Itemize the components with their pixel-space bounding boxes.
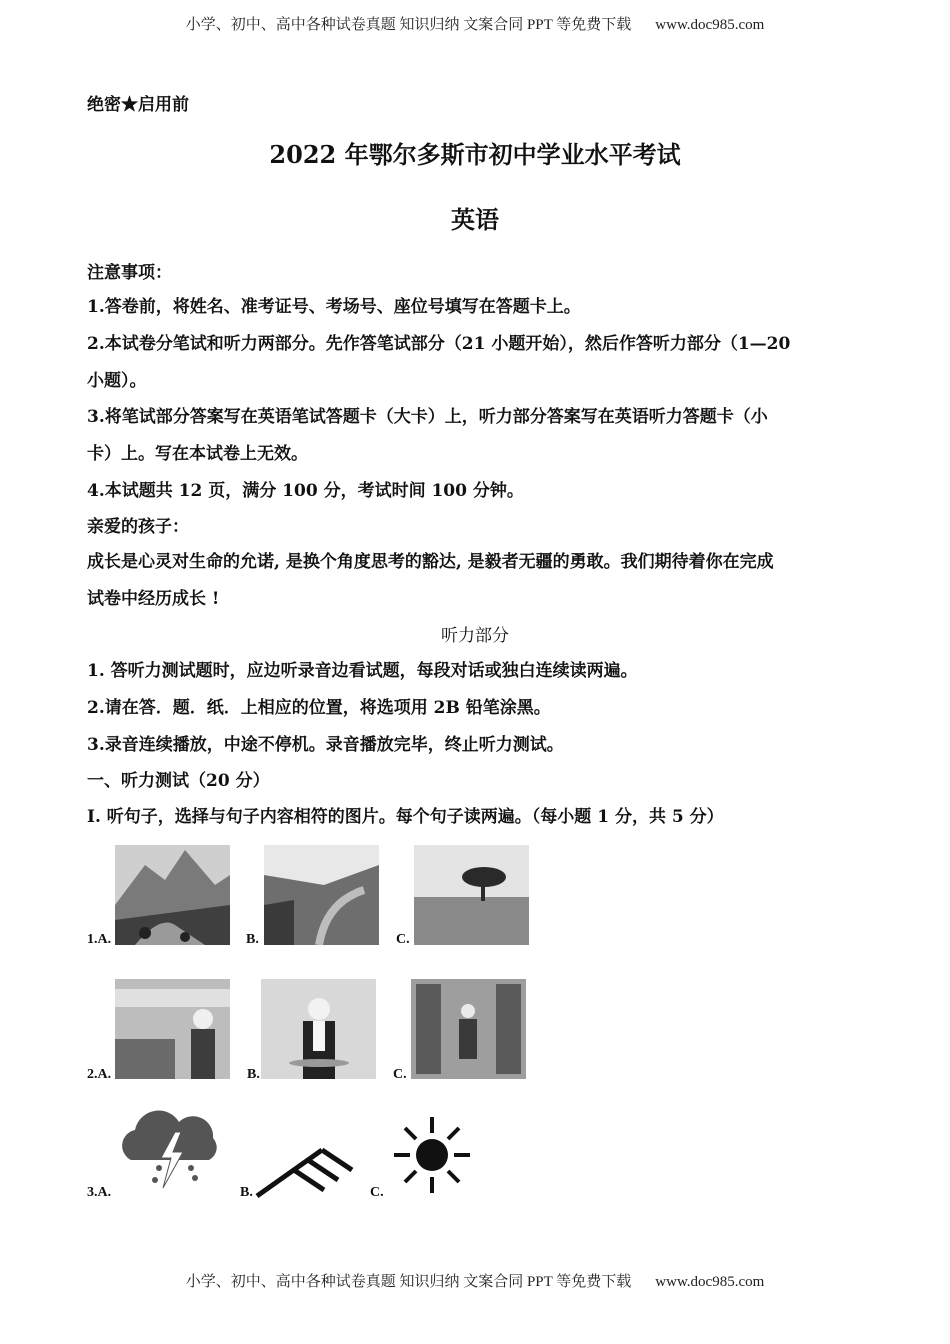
listening-note: 1. 答听力测试题时，应边听录音边看试题，每段对话或独白连续读两遍。 <box>87 661 638 681</box>
waitress-photo-icon <box>261 979 376 1079</box>
listening-note: 2.请在答．题．纸．上相应的位置，将选项用 2B 铅笔涂黑。 <box>87 698 551 718</box>
flight-attendant-photo-icon <box>115 979 230 1079</box>
note-item: 4.本试题共 12 页，满分 100 分，考试时间 100 分钟。 <box>87 481 524 501</box>
astronaut-cabin-photo-icon <box>411 979 526 1079</box>
secret-label: 绝密★启用前 <box>87 95 189 115</box>
page-header <box>0 13 950 34</box>
savanna-tree-photo-icon <box>414 845 529 945</box>
footer-url[interactable]: www.doc985.com <box>655 1274 765 1290</box>
part-one-instruction: I. 听句子，选择与句子内容相符的图片。每个句子读两遍。（每小题 1 分，共 5 分） <box>87 807 724 827</box>
subject-title: 英语 <box>451 205 499 234</box>
message-line: 试卷中经历成长 ! <box>87 589 220 609</box>
option-label: 3.A. <box>87 1185 112 1200</box>
option-label: B. <box>240 1185 253 1200</box>
mountain-stream-photo-icon <box>115 845 230 945</box>
wind-icon <box>252 1140 357 1200</box>
note-item: 小题）。 <box>87 371 147 391</box>
option-label: B. <box>246 932 259 947</box>
note-item: 1.答卷前，将姓名、准考证号、考场号、座位号填写在答题卡上。 <box>87 297 581 317</box>
thunderstorm-icon <box>113 1110 225 1195</box>
page-footer <box>0 1270 950 1291</box>
note-item: 3.将笔试部分答案写在英语笔试答题卡（大卡）上，听力部分答案写在英语听力答题卡（小 <box>87 407 768 427</box>
notes-heading: 注意事项： <box>87 263 172 283</box>
note-item: 2.本试卷分笔试和听力两部分。先作答笔试部分（21 小题开始），然后作答听力部分（1—20 <box>87 334 791 354</box>
footer-text: 小学、初中、高中各种试卷真题 知识归纳 文案合同 PPT 等免费下载 <box>185 1274 632 1290</box>
hillside-road-photo-icon <box>264 845 379 945</box>
header-text: 小学、初中、高中各种试卷真题 知识归纳 文案合同 PPT 等免费下载 <box>185 17 632 33</box>
greeting: 亲爱的孩子： <box>87 517 189 537</box>
listening-heading: 听力部分 <box>441 626 509 646</box>
sun-icon <box>392 1115 472 1195</box>
exam-title: 2022 年鄂尔多斯市初中学业水平考试 <box>269 140 681 169</box>
option-label: 1.A. <box>87 932 112 947</box>
header-url[interactable]: www.doc985.com <box>655 17 765 33</box>
listening-note: 3.录音连续播放，中途不停机。录音播放完毕，终止听力测试。 <box>87 735 564 755</box>
option-label: C. <box>396 932 410 947</box>
note-item: 卡）上。写在本试卷上无效。 <box>87 444 308 464</box>
message-line: 成长是心灵对生命的允诺, 是换个角度思考的豁达, 是毅者无疆的勇敢。我们期待着你在完成 <box>87 552 774 572</box>
section-one-heading: 一、听力测试（20 分） <box>87 771 270 791</box>
option-label: 2.A. <box>87 1067 112 1082</box>
option-label: C. <box>370 1185 384 1200</box>
option-label: C. <box>393 1067 407 1082</box>
option-label: B. <box>247 1067 260 1082</box>
